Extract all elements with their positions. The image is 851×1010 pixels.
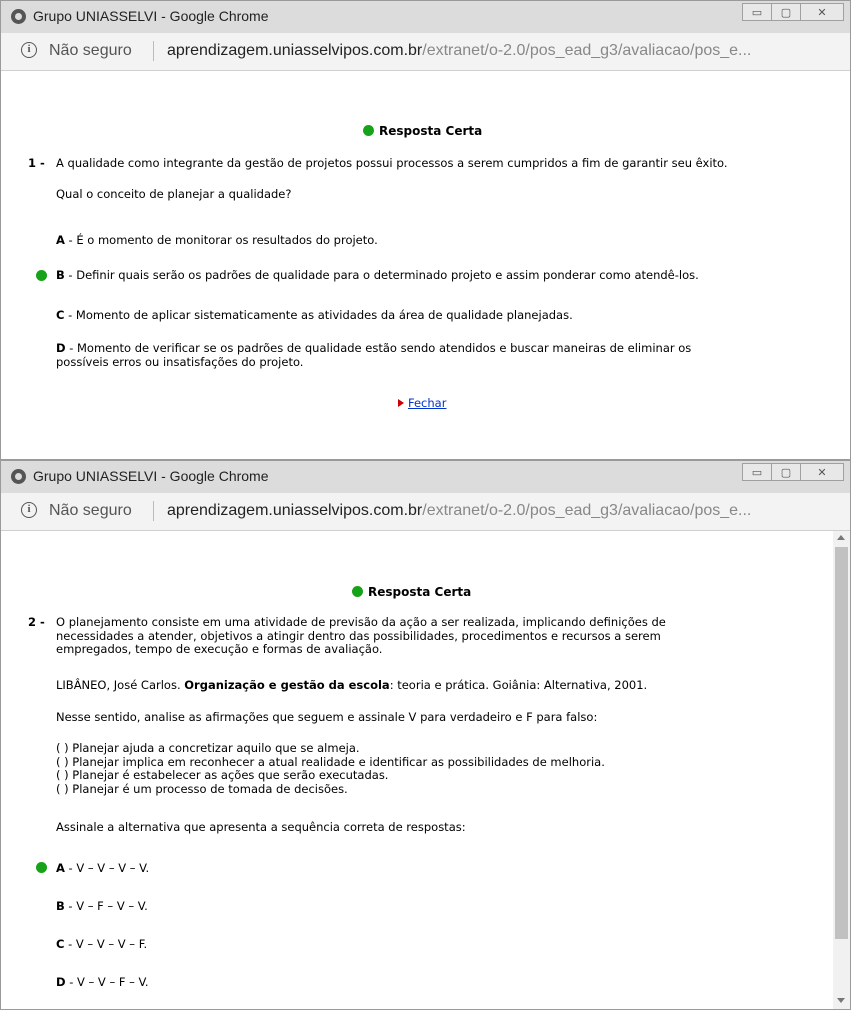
question-text: A qualidade como integrante da gestão de projetos possui processos a serem cumpridos a fim de garantir seu êxito. [56,156,728,170]
address-bar[interactable] [1,493,850,531]
option-d [56,342,691,369]
window-title: Grupo UNIASSELVI - Google Chrome [33,8,269,24]
option-letter: A [56,861,65,875]
option-text: - Momento de verificar se os padrões de qualidade estão sendo atendidos e buscar maneiras de eliminar os [65,341,692,355]
address-bar[interactable] [1,33,850,71]
statements-list [56,742,605,796]
citation-title: Organização e gestão da escola [184,678,390,692]
title-bar[interactable] [1,461,850,493]
title-bar[interactable] [1,1,850,33]
option-letter: C [56,308,65,322]
option-letter: C [56,937,65,951]
popup-window-2 [0,460,851,1010]
not-secure-label[interactable]: Não seguro [49,502,132,519]
not-secure-label[interactable]: Não seguro [49,42,132,59]
citation [56,679,647,693]
option-letter: A [56,233,65,247]
question-line: necessidades a atender, objetivos a atingir dentro das possibilidades, procedimentos e recursos a serem [56,628,661,643]
result-label: Resposta Certa [368,585,472,599]
divider [153,501,154,521]
correct-answer-dot-icon [36,862,47,873]
scrollbar[interactable] [833,531,850,1009]
citation-author: LIBÂNEO, José Carlos. [56,678,185,692]
url-text[interactable] [167,42,751,60]
option-text: - V – V – V – V. [64,861,150,875]
result-label: Resposta Certa [379,124,483,138]
option-text: - Definir quais serão os padrões de qualidade para o determinado projeto e assim ponderar como atendê-los. [64,268,699,282]
url-text[interactable] [167,502,751,520]
option-text: - É o momento de monitorar os resultados do projeto. [64,233,378,247]
statement: ( ) Planejar ajuda a concretizar aquilo que se almeja. [56,741,360,755]
url-host: aprendizagem.uniasselvipos.com.br [167,502,423,519]
scrollbar-thumb[interactable] [835,547,848,939]
option-letter: B [56,899,65,913]
close-window-button[interactable]: ✕ [800,463,844,481]
question-line: O planejamento consiste em uma atividade de previsão da ação a ser realizada, implicando definições de [56,615,666,629]
correct-answer-dot-icon [36,270,47,281]
chrome-icon [11,9,26,24]
option-d [56,976,149,990]
url-path: /extranet/o-2.0/pos_ead_g3/avaliacao/pos_e... [422,502,752,519]
option-text: - Momento de aplicar sistematicamente as atividades da área de qualidade planejadas. [64,308,573,322]
url-host: aprendizagem.uniasselvipos.com.br [167,42,423,59]
maximize-button[interactable]: ▢ [771,3,801,21]
option-text: - V – V – V – F. [64,937,148,951]
option-text: - V – F – V – V. [64,899,148,913]
close-link-wrap[interactable] [398,397,446,411]
option-b [56,900,148,914]
option-c [56,938,147,952]
info-icon[interactable]: i [21,42,37,58]
option-letter: B [56,268,65,282]
option-letter: D [56,975,66,989]
correct-dot-icon [352,586,363,597]
minimize-button[interactable]: ▭ [742,3,772,21]
url-path: /extranet/o-2.0/pos_ead_g3/avaliacao/pos_e... [422,42,752,59]
option-b [56,269,699,283]
option-text-line2: possíveis erros ou insatisfações do projeto. [56,354,304,369]
question-line: empregados, tempo de execução e formas de avaliação. [56,642,383,656]
popup-window-1 [0,0,851,460]
close-window-button[interactable]: ✕ [800,3,844,21]
arrow-right-icon [398,399,404,407]
statement: ( ) Planejar é estabelecer as ações que serão executadas. [56,768,389,782]
instruction: Nesse sentido, analise as afirmações que seguem e assinale V para verdadeiro e F para falso: [56,710,598,724]
option-text: - V – V – F – V. [65,975,149,989]
close-link[interactable]: Fechar [408,396,447,410]
statement: ( ) Planejar é um processo de tomada de decisões. [56,781,348,796]
answer-prompt: Assinale a alternativa que apresenta a sequência correta de respostas: [56,820,466,834]
maximize-button[interactable]: ▢ [771,463,801,481]
result-header [352,586,471,600]
question-prompt: Qual o conceito de planejar a qualidade? [56,187,292,201]
option-a [56,862,149,876]
result-header [363,125,482,139]
scroll-up-icon[interactable] [837,535,845,540]
question-number: 1 - [28,156,45,170]
window-title: Grupo UNIASSELVI - Google Chrome [33,468,269,484]
option-letter: D [56,341,66,355]
question-number: 2 - [28,615,45,629]
option-a [56,234,378,248]
info-icon[interactable]: i [21,502,37,518]
scroll-down-icon[interactable] [837,998,845,1003]
citation-rest: : teoria e prática. Goiânia: Alternativa, 2001. [389,678,648,692]
chrome-icon [11,469,26,484]
divider [153,41,154,61]
minimize-button[interactable]: ▭ [742,463,772,481]
correct-dot-icon [363,125,374,136]
question-text [56,616,666,657]
statement: ( ) Planejar implica em reconhecer a atual realidade e identificar as possibilidades de melhoria. [56,754,605,769]
option-c [56,309,573,323]
